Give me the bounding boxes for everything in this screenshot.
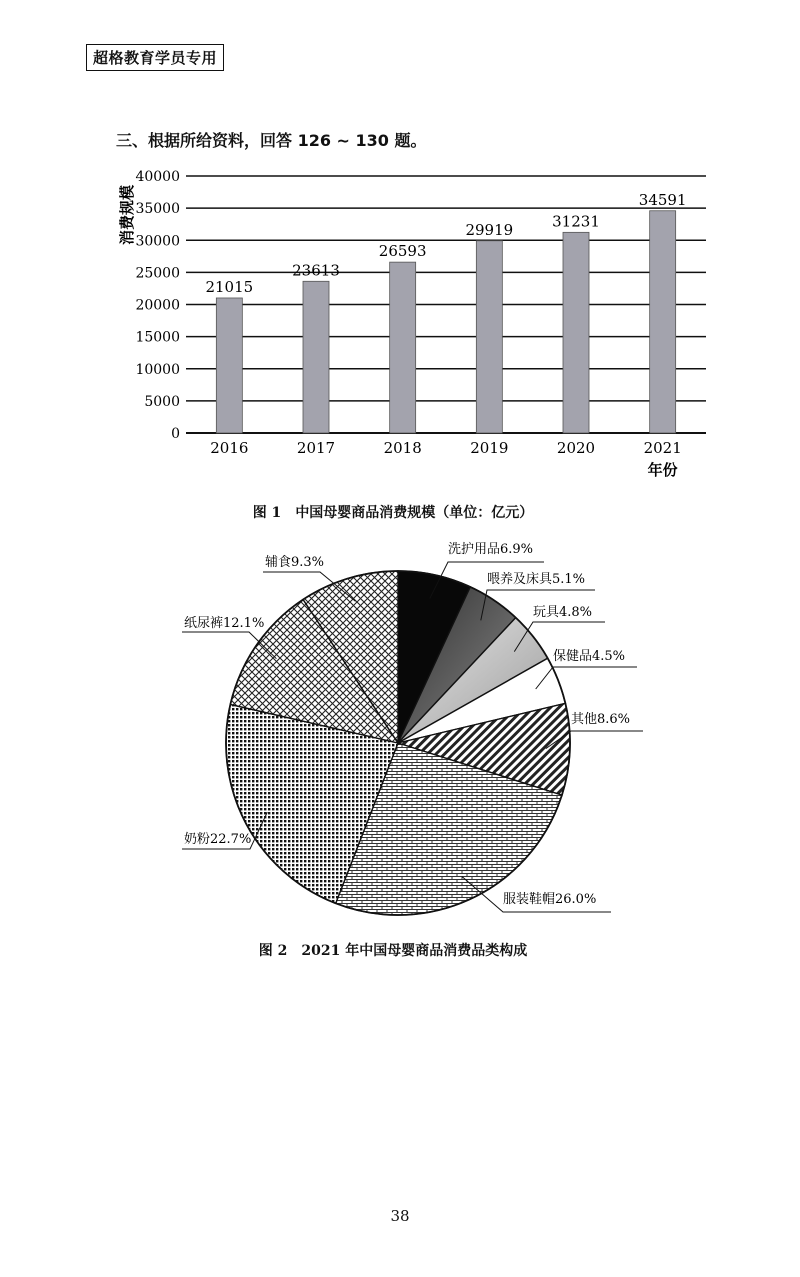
figure1-caption <box>0 502 800 522</box>
x-tick-label: 2016 <box>210 439 249 457</box>
bar-value-label: 26593 <box>378 242 427 261</box>
bar <box>216 298 242 433</box>
bar <box>303 281 329 433</box>
pie-slice-label: 服装鞋帽26.0% <box>503 892 597 907</box>
y-tick-label: 0 <box>171 426 180 442</box>
figure2-caption <box>0 940 800 960</box>
y-tick-label: 10000 <box>135 361 180 378</box>
bar-value-label: 34591 <box>638 190 687 209</box>
x-axis-label: 年份 <box>647 461 678 479</box>
pie-slice-label: 喂养及床具5.1% <box>487 572 586 587</box>
bar <box>476 241 502 433</box>
y-tick-label: 15000 <box>135 329 180 346</box>
y-tick-label: 5000 <box>144 393 180 410</box>
bar <box>650 211 676 433</box>
figure1-number: 图 1 <box>252 505 282 521</box>
bar-value-label: 21015 <box>205 277 254 296</box>
bar-value-label: 31231 <box>552 212 600 231</box>
pie-slice-label: 洗护用品6.9% <box>448 542 534 557</box>
pie-slice-label: 玩具4.8% <box>533 605 593 620</box>
bar <box>390 262 416 433</box>
x-tick-label: 2020 <box>556 439 596 457</box>
pie-slice-label: 辅食9.3% <box>265 555 325 570</box>
y-axis-label: 消费规模 <box>118 184 136 245</box>
figure2-number: 图 2 <box>258 943 288 959</box>
watermark-stamp: 超格教育学员专用 <box>86 44 224 71</box>
pie-slice-label: 奶粉22.7% <box>184 832 252 847</box>
page-number: 38 <box>390 1207 410 1225</box>
question-heading: 三、根据所给资料，回答 126 ~ 130 题。 <box>116 131 427 150</box>
figure1-title: 中国母婴商品消费规模（单位：亿元） <box>295 505 534 521</box>
x-tick-label: 2017 <box>296 439 336 457</box>
y-tick-label: 30000 <box>135 233 180 250</box>
y-tick-label: 20000 <box>135 297 180 314</box>
figure2-title: 2021 年中国母婴商品消费品类构成 <box>301 943 528 959</box>
pie-slice-label: 其他8.6% <box>571 712 631 727</box>
x-tick-label: 2021 <box>643 439 682 457</box>
x-tick-label: 2018 <box>383 439 422 457</box>
y-tick-label: 25000 <box>135 265 180 282</box>
bar-value-label: 29919 <box>465 220 514 239</box>
y-tick-label: 35000 <box>135 201 180 218</box>
bar <box>563 232 589 433</box>
y-tick-label: 40000 <box>135 169 180 185</box>
pie-slice-label: 保健品4.5% <box>553 649 626 664</box>
bar-value-label: 23613 <box>292 261 340 280</box>
pie-slice-label: 纸尿裤12.1% <box>184 616 265 631</box>
x-tick-label: 2019 <box>470 439 509 457</box>
